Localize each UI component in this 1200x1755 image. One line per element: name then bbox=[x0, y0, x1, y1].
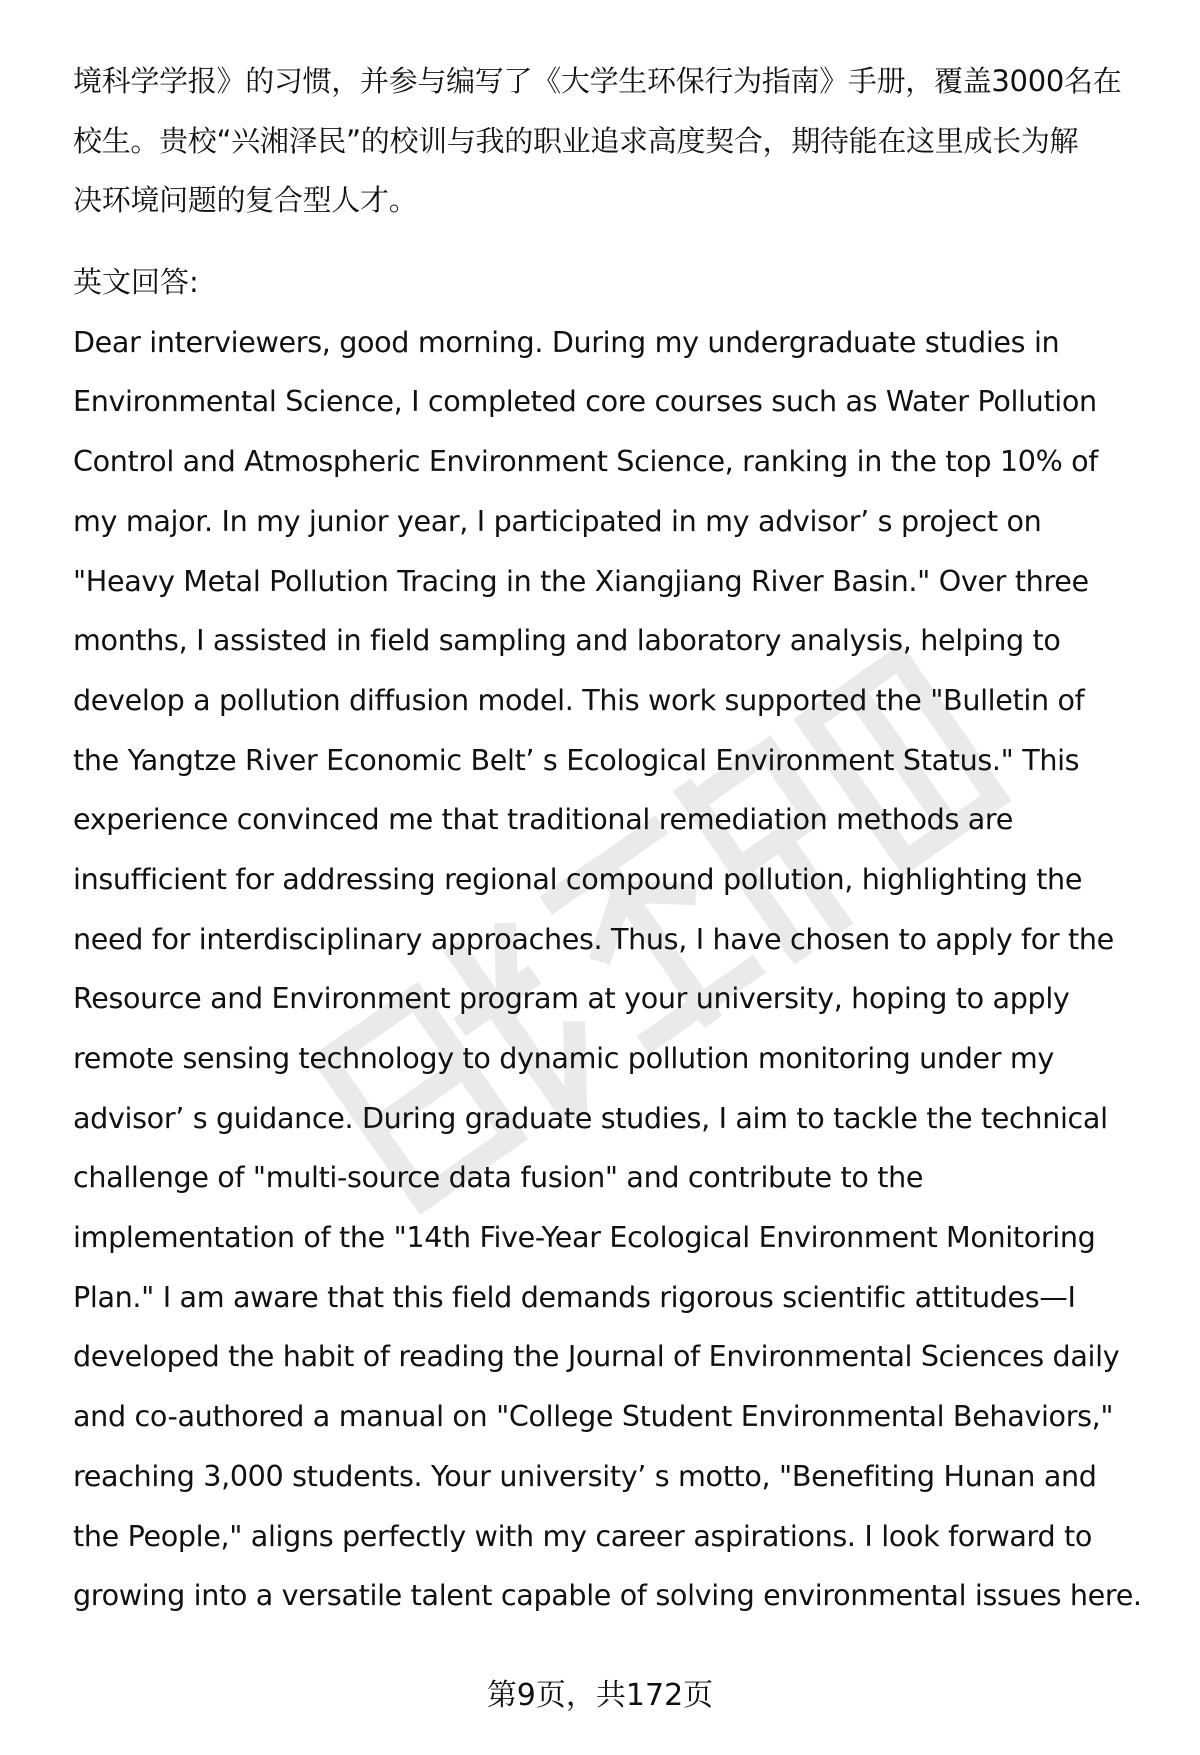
paragraph-spacer bbox=[73, 231, 1163, 253]
chinese-answer-line: 决环境问题的复合型人才。 bbox=[73, 183, 418, 218]
english-answer-line: develop a pollution diffusion model. This work supported the "Bulletin of bbox=[73, 682, 1085, 717]
english-answer-line: reaching 3,000 students. Your university’ s motto, "Benefiting Hunan and bbox=[73, 1458, 1097, 1493]
english-answer-line: advisor’ s guidance. During graduate studies, I aim to tackle the technical bbox=[73, 1100, 1108, 1135]
page-body bbox=[73, 52, 1163, 1626]
english-answer-line: need for interdisciplinary approaches. Thus, I have chosen to apply for the bbox=[73, 921, 1114, 956]
english-answer-line: growing into a versatile talent capable of solving environmental issues here. bbox=[73, 1578, 1142, 1613]
english-answer-line: the People," aligns perfectly with my career aspirations. I look forward to bbox=[73, 1518, 1092, 1553]
page-number-footer: 第9页，共172页 bbox=[486, 1678, 714, 1713]
english-answer-line: and co-authored a manual on "College Student Environmental Behaviors," bbox=[73, 1399, 1114, 1434]
english-answer-line: months, I assisted in field sampling and laboratory analysis, helping to bbox=[73, 623, 1061, 658]
english-answer-line: implementation of the "14th Five-Year Ecological Environment Monitoring bbox=[73, 1220, 1096, 1255]
english-answer-heading: 英文回答: bbox=[73, 265, 199, 300]
english-answer-line: challenge of "multi-source data fusion" and contribute to the bbox=[73, 1160, 924, 1195]
english-answer-line: Dear interviewers, good morning. During my undergraduate studies in bbox=[73, 324, 1060, 359]
chinese-answer-line: 境科学学报》的习惯，并参与编写了《大学生环保行为指南》手册，覆盖3000名在 bbox=[73, 64, 1122, 98]
english-answer-line: Control and Atmospheric Environment Science, ranking in the top 10% of bbox=[73, 444, 1098, 479]
english-answer-line: the Yangtze River Economic Belt’ s Ecological Environment Status." This bbox=[73, 742, 1080, 777]
english-answer-line: "Heavy Metal Pollution Tracing in the Xiangjiang River Basin." Over three bbox=[73, 563, 1089, 598]
english-answer-line: my major. In my junior year, I participated in my advisor’ s project on bbox=[73, 503, 1042, 538]
english-answer-line: Plan." I am aware that this field demands rigorous scientific attitudes—I bbox=[73, 1279, 1076, 1314]
english-answer-line: remote sensing technology to dynamic pollution monitoring under my bbox=[73, 1041, 1054, 1075]
english-answer-line: Resource and Environment program at your university, hoping to apply bbox=[73, 981, 1070, 1016]
chinese-answer-line: 校生。贵校“兴湘泽民”的校训与我的职业追求高度契合，期待能在这里成长为解 bbox=[73, 123, 1079, 158]
english-answer-line: experience convinced me that traditional remediation methods are bbox=[73, 802, 1013, 837]
english-answer-line: Environmental Science, I completed core courses such as Water Pollution bbox=[73, 384, 1097, 419]
english-answer-line: insufficient for addressing regional compound pollution, highlighting the bbox=[73, 861, 1083, 896]
english-answer-line: developed the habit of reading the Journal of Environmental Sciences daily bbox=[73, 1339, 1120, 1374]
